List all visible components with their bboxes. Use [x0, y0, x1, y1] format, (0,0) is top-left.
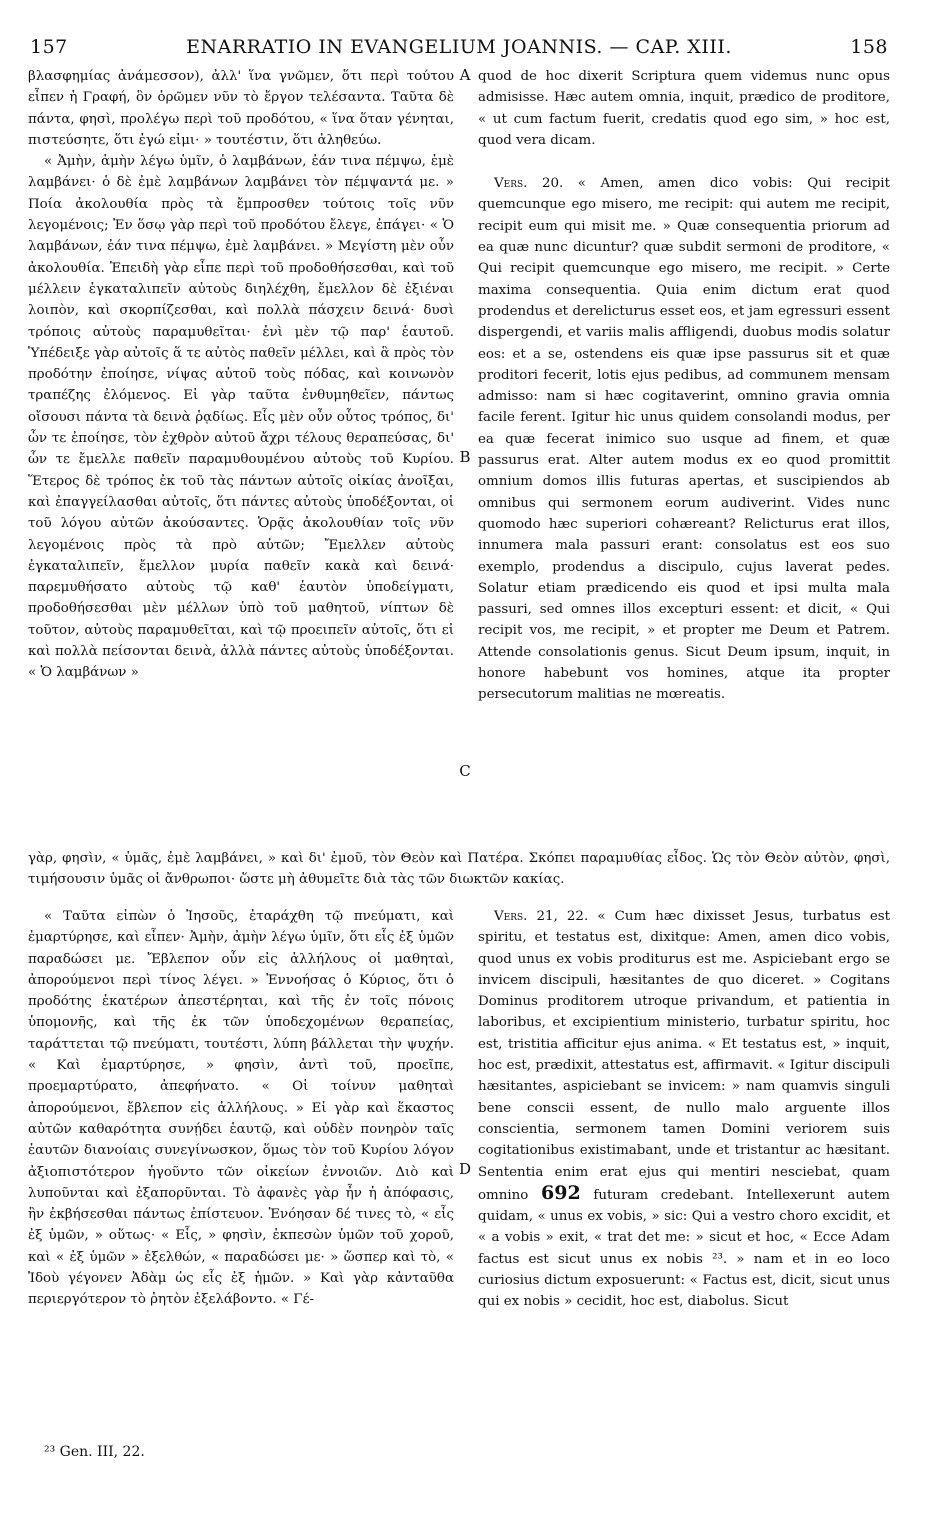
verse-label: Vers. 21, 22. — [494, 909, 589, 924]
greek-spanning-line — [28, 848, 890, 891]
running-title: ENARRATIO IN EVANGELIUM JOANNIS. — CAP. XIII. — [186, 36, 732, 58]
latin-paragraph: quod de hoc dixerit Scriptura quem videmus nunc opus admisisse. Hæc autem omnia, inquit, prædico de proditore, « ut cum factum fuerit, credatis quod ego sim, » hoc est, quod vera dicam. — [478, 69, 890, 148]
page-number-left: 157 — [30, 36, 68, 58]
footnote: ²³ Gen. III, 22. — [44, 1444, 145, 1460]
margin-marker-c: C — [459, 762, 471, 780]
latin-paragraph — [478, 173, 890, 705]
greek-column-bottom — [28, 906, 454, 1311]
greek-column-top — [28, 66, 454, 684]
greek-paragraph: « Ταῦτα εἰπὼν ὁ Ἰησοῦς, ἐταράχθη τῷ πνεύματι, καὶ ἐμαρτύρησε, καὶ εἶπεν· Ἀμὴν, ἀμὴν λέγω ὑμῖν, ὅτι εἷς ἐξ ὑμῶν παραδώσει με. Ἔβλεπον οὖν εἰς ἀλλήλους οἱ μαθηταὶ, ἀπορούμενοι περὶ τίνος λέγει. » Ἐννοήσας ὁ Κύριος, ὅτι ὁ προδότης ἑκατέρων ἀπεστέρηται, καὶ τῆς ἐν τοῖς πόνοις ὑπομονῆς, καὶ τῆς ἐκ τῶν ὑποδεχομένων θεραπείας, ταράττεται τῷ πνεύματι, τουτέστι, λύπη βάλλεται τὴν ψυχήν. « Καὶ ἐμαρτύρησε, » φησὶν, ἀντὶ τοῦ, προεῖπε, προεμαρτύρατο, ἀπεφήνατο. « Οἱ τοίνυν μαθηταὶ ἀπορούμενοι, ἔβλεπον εἰς ἀλλήλους. » Εἰ γὰρ καὶ ἕκαστος αὐτῶν καθαρότητα συνῄδει ἑαυτῷ, καὶ οὐδὲν πονηρὸν ταῖς ἑαυτῶν διανοίαις συνεγίνωσκον, ὅμως τὸν τοῦ Κυρίου λόγον ἀξιοπιστότερον ἡγοῦντο τῶν οἰκείων ἐννοιῶν. Διὸ καὶ λυποῦνται καὶ ἐξαπορῦνται. Τὸ ἀφανὲς γὰρ ἦν ἡ ἀπόφασις, ἣν ἐκβήσεσθαι πάντως ἐπίστευον. Ἐνόησαν δέ τινες τὸ, « εἷς ἐξ ὑμῶν, » οὕτως· « Εἷς, » φησὶν, ἐκπεσὼν ὑμῶν τοῦ χοροῦ, καὶ « ἐξ ὑμῶν » ἐξελθών, « παραδώσει με· » ὥσπερ καὶ τὸ, « Ἰδοὺ γέγονεν Ἀδὰμ ὡς εἷς ἐξ ἡμῶν. » Καὶ γὰρ κἀνταῦθα περιεργότερον τὸ ῥητὸν ἐξελάβοντο. « Γέ- — [28, 909, 454, 1308]
running-header — [30, 30, 888, 64]
verse-label: Vers. 20. — [494, 176, 564, 192]
page-number-right: 158 — [850, 36, 888, 58]
greek-paragraph: γὰρ, φησὶν, « ὑμᾶς, ἐμὲ λαμβάνει, » καὶ δι' ἐμοῦ, τὸν Θεὸν καὶ Πατέρα. Σκόπει παραμυθίας εἶδος. Ὡς τὸν Θεὸν αὐτὸν, φησὶ, τιμήσουσιν ὑμᾶς οἱ ἄνθρωποι· ὥστε μὴ ἀθυμεῖτε διὰ τὰς τῶν διωκτῶν κακίας. — [28, 851, 890, 888]
greek-paragraph: βλασφημίας ἀνάμεσσον), ἀλλ' ἵνα γνῶμεν, ὅτι περὶ τούτου εἶπεν ἡ Γραφή, ὃν ὁρῶμεν νῦν τὸ ἔργον τελέσαντα. Ταῦτα δὲ πάντα, φησὶ, προλέγω περὶ τοῦ προδότου, « ἵνα ὅταν γένηται, πιστεύσητε, ὅτι ἐγώ εἰμι· » τουτέστιν, ὅτι ἀληθεύω. — [28, 69, 454, 148]
verse-opening: « Amen, amen dico vobis: — [577, 176, 793, 192]
verse-body: Qui recipit quemcunque ego misero, me recipit: qui autem me recipit, recipit eum qui misit me. » Quæ consequentia priorum ad ea quæ nunc dicuntur? quæ subdit sermoni de proditore, « Qui recipit quemcunque ego misero, me recipit. » Certe maxima consequentia. Quia enim dictum erat quod prodendus et derelicturus esset eos, et jam egressuri essent dispergendi, et variis malis affligendi, duobus modis solatur eos: et a se, ostendens eis quæ ipse passurus sit et quæ proditori fecerit, lotis ejus pedibus, ad communem mensam admisso: nam si hæc cogitaverint, omnino gravia omnia facile ferent. Igitur hic unus quidem consolandi modus, per ea quæ fecerat inimico suo usque ad finem, et quæ passurus erat. Alter autem modus ex eo quod promittit omnium domos illis futuras apertas, et suscipiendos ab omnibus qui sermonem eorum audiverint. Vides nunc quomodo hæc superiori cohæreant? Relicturus erat illos, innumera mala passuri erant: consolatus est eos suo exemplo, prodendus a discipulo, cujus laverat pedes. Solatur etiam prædicendo eis quod et ipsi multa mala passuri, sed omnes illos excepturi essent: et dicit, « Qui recipit vos, me recipit, » et propter me Deum et Patrem. Attende consolationis genus. Sicut Deum ipsum, inquit, in honore habebunt vos homines, atque ita propter persecutorum malitias ne mœreatis. — [478, 176, 890, 703]
latin-column-top — [478, 66, 890, 706]
margin-marker-a: A — [459, 66, 471, 84]
column-number: 692 — [541, 1181, 581, 1204]
margin-marker-b: B — [459, 448, 471, 466]
latin-column-bottom — [478, 906, 890, 1313]
margin-marker-d: D — [458, 1160, 472, 1178]
verse-body-continued: futuram credebant. Intellexerunt autem quidam, « unus ex vobis, » sic: Qui a vestro choro excidit, et « a vobis » exit, « trat det me: » sicut et hoc, « Ecce Adam factus est sicut unus ex nobis ²³. » nam et in eo loco curiosius dictum exposuerunt: « Factus est, dicit, sicut unus qui ex nobis » cecidit, hoc est, diabolus. Sicut — [478, 1187, 890, 1310]
greek-paragraph: « Ἀμὴν, ἀμὴν λέγω ὑμῖν, ὁ λαμβάνων, ἐάν τινα πέμψω, ἐμὲ λαμβάνει· ὁ δὲ ἐμὲ λαμβάνων λαμβάνει τὸν πέμψαντά με. » Ποία ἀκολουθία πρὸς τὰ ἔμπροσθεν τούτοις τοῖς νῦν λεγομένοις; Ἐν ὅσῳ γὰρ περὶ τοῦ προδότου ἔλεγε, ἐπάγει· « Ὁ λαμβάνων, ἐάν τινα πέμψω, ἐμὲ λαμβάνει. » Μεγίστη μὲν οὖν ἀκολουθία. Ἐπειδὴ γὰρ εἶπε περὶ τοῦ προδοθήσεσθαι, καὶ τοῦ μέλλειν ἐγκαταλιπεῖν αὐτοὺς διηλέχθη, ἔμελλον δὲ ἐξιέναι λοιπὸν, καὶ σκορπίζεσθαι, καὶ πολλὰ πάσχειν δεινά· δυσὶ τρόποις αὐτοὺς παραμυθεῖται· ἑνὶ μὲν τῷ παρ' ἑαυτοῦ. Ὑπέδειξε γὰρ αὐτοῖς ἅ τε αὐτὸς παθεῖν μέλλει, καὶ ἃ πρὸς τὸν προδότην ἐποίησε, νίψας αὐτοῦ τοὺς πόδας, καὶ κοινωνὸν τραπέζης ἐλόμενος. Εἰ γὰρ ταῦτα ἐνθυμηθεῖεν, πάντως οἴσουσι πάντα τὰ δεινὰ ῥᾳδίως. Εἷς μὲν οὖν οὗτος τρόπος, δι' ὧν τε ἐποίησε, τὸν ἐχθρὸν αὐτοῦ ἄχρι τέλους θεραπεύσας, δι' ὧν τε ἔμελλε παθεῖν παραμυθουμένου αὐτοὺς τοῦ Κυρίου. Ἕτερος δὲ τρόπος ἐκ τοῦ τὰς πάντων αὐτοῖς οἰκίας ἀνοῖξαι, καὶ ἐπαγγείλασθαι αὐτοῖς, ὅτι πάντες αὐτοὺς ὑποδέξονται, οἱ τοῦ λόγου αὐτῶν ἀκούσαντες. Ὁρᾷς ἀκολουθίαν τοῖς νῦν λεγομένοις πρὸς τὰ πρὸ αὐτῶν; Ἔμελλεν αὐτοὺς ἐγκαταλιπεῖν, ἔμελλον μυρία παθεῖν κακὰ καὶ δεινά· παρεμυθήσατο αὐτοὺς τῷ καθ' ἑαυτὸν ὑποδείγματι, προδοθήσεσθαι μὲν μέλλων ὑπὸ τοῦ μαθητοῦ, νίπτων δὲ τοῦτον, αὐτοὺς παραμυθεῖται, καὶ τῷ προειπεῖν αὐτοῖς, ὅτι εἰ καὶ πολλὰ πείσονται δεινὰ, ἀλλὰ πάντες αὐτοὺς ὑποδέξονται. « Ὁ λαμβάνων » — [28, 154, 454, 681]
verse-body: « Cum hæc dixisset Jesus, turbatus est spiritu, et testatus est, dixitque: Amen, amen dico vobis, quod unus ex vobis proditurus est me. Aspiciebant ergo se invicem discipuli, hæsitantes de quo diceret. » Cogitans Dominus proditorem utroque privandum, et patientia in laboribus, et excipientium ministerio, turbatur spiritu, hoc est, tristitia afficitur ejus anima. « Et testatus est, » inquit, hoc est, prædixit, attestatus est, affirmavit. « Igitur discipuli hæsitantes, aspiciebant se invicem: » nam quamvis singuli bene conscii essent, de nullo malo arguente illos conscientia, sermonem tamen Domini veriorem suis cogitationibus existimabant, unde et tristantur ac hæsitant. Sententia enim erat ejus qui mentiri nesciebat, quam omnino — [478, 909, 890, 1203]
latin-paragraph — [478, 906, 890, 1313]
